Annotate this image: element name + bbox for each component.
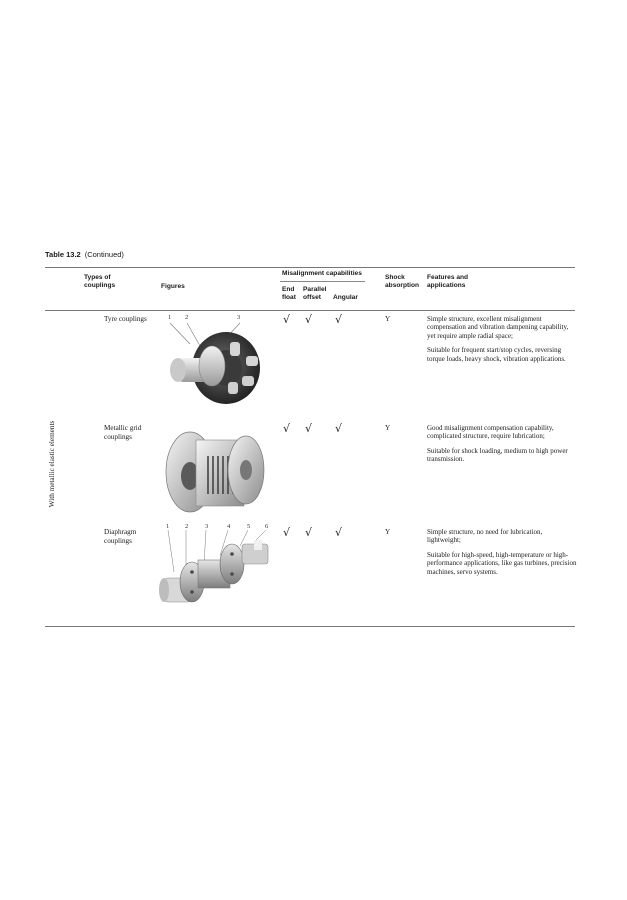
- table-caption: [45, 250, 124, 259]
- row3-end-float: √: [283, 526, 291, 539]
- row1-angular: √: [335, 313, 343, 326]
- row1-part-2: 2: [185, 314, 189, 321]
- misalignment-subrule: [280, 281, 365, 282]
- row1-type: Tyre couplings: [104, 315, 147, 323]
- grid-coupling-figure: [160, 420, 270, 518]
- row2-type: Metallic grid couplings: [104, 424, 142, 441]
- header-types-line2: couplings: [84, 282, 116, 289]
- row3-part-6: 6: [265, 523, 269, 530]
- header-features: [427, 274, 468, 290]
- row3-part-4: 4: [227, 523, 231, 530]
- row1-part-1: 1: [168, 314, 172, 321]
- diaphragm-coupling-figure: [158, 530, 276, 614]
- header-figures: Figures: [161, 283, 185, 290]
- row2-angular: √: [335, 422, 343, 435]
- row3-feature-2: Suitable for high-speed, high-temperature or high-performance applications, like gas turbines, precision machines, servo systems.: [427, 550, 577, 576]
- row3-part-5: 5: [247, 523, 251, 530]
- row1-feature-2: Suitable for frequent start/stop cycles, reversing torque loads, heavy shock, vibration applications.: [427, 346, 566, 363]
- tyre-coupling-figure: [160, 320, 272, 412]
- row2-shock: Y: [385, 424, 391, 432]
- header-features-line1: Features and: [427, 274, 469, 281]
- header-parallel-line1: Parallel: [303, 286, 327, 293]
- table-label: Table 13.2: [45, 250, 81, 259]
- row2-features: [427, 424, 577, 470]
- row2-parallel: √: [305, 422, 313, 435]
- header-end-float: [282, 286, 296, 302]
- table-continued: (Continued): [84, 250, 124, 259]
- row2-feature-1: Good misalignment compensation capability, complicated structure, require lubrication;: [427, 424, 554, 441]
- header-rule: [45, 310, 575, 311]
- row3-feature-1: Simple structure, no need for lubrication, lightweight;: [427, 528, 543, 545]
- bottom-rule: [45, 626, 575, 627]
- header-end-float-line1: End: [282, 286, 295, 293]
- row2-end-float: √: [283, 422, 291, 435]
- row2-feature-2: Suitable for shock loading, medium to high power transmission.: [427, 446, 568, 464]
- header-shock-line1: Shock: [385, 274, 405, 281]
- header-shock: [385, 274, 419, 290]
- row1-end-float: √: [283, 313, 291, 326]
- group-label: With metallic elastic elements: [48, 420, 56, 508]
- row3-angular: √: [335, 526, 343, 539]
- row1-feature-1: Simple structure, excellent misalignment compensation and vibration dampening capability, yet require ample radial space;: [427, 315, 569, 340]
- row1-shock: Y: [385, 315, 391, 323]
- row3-shock: Y: [385, 528, 391, 536]
- header-types-line1: Types of: [84, 274, 111, 281]
- header-misalignment: Misalignment capabilities: [282, 270, 362, 277]
- header-shock-line2: absorption: [385, 282, 420, 289]
- row1-features: [427, 315, 577, 369]
- row3-part-3: 3: [205, 523, 209, 530]
- row3-part-1: 1: [166, 523, 170, 530]
- row3-features: [427, 528, 577, 582]
- row3-type: Diaphragm couplings: [104, 528, 137, 545]
- row1-parallel: √: [305, 313, 313, 326]
- header-angular: Angular: [333, 294, 358, 301]
- top-rule: [45, 267, 575, 268]
- row1-part-3: 3: [237, 314, 241, 321]
- header-parallel-line2: offset: [303, 294, 321, 301]
- header-end-float-line2: float: [282, 294, 296, 301]
- header-parallel-offset: [303, 286, 326, 302]
- row3-parallel: √: [305, 526, 313, 539]
- row3-part-2: 2: [185, 523, 189, 530]
- header-features-line2: applications: [427, 282, 466, 289]
- header-types: [84, 274, 115, 290]
